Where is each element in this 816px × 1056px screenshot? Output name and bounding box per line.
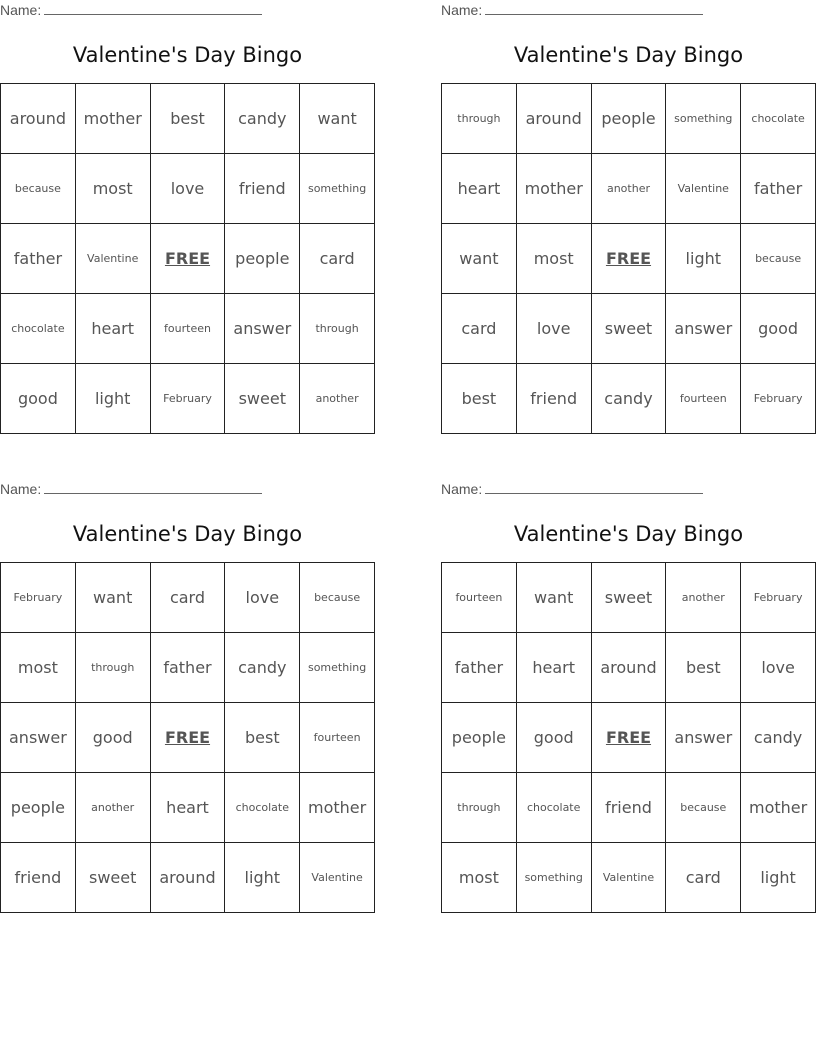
bingo-cell: because	[741, 224, 816, 294]
bingo-cell: want	[517, 563, 592, 633]
bingo-cell: fourteen	[151, 294, 226, 364]
bingo-cell: another	[300, 364, 375, 434]
bingo-cell: answer	[666, 294, 741, 364]
bingo-cell: friend	[592, 773, 667, 843]
bingo-cell: something	[300, 633, 375, 703]
bingo-cell: because	[1, 154, 76, 224]
bingo-cell: card	[151, 563, 226, 633]
bingo-cell: through	[300, 294, 375, 364]
bingo-cell: chocolate	[741, 84, 816, 154]
bingo-cell: want	[442, 224, 517, 294]
bingo-cell: people	[592, 84, 667, 154]
bingo-cell: love	[517, 294, 592, 364]
bingo-cell: sweet	[592, 294, 667, 364]
bingo-cell: most	[76, 154, 151, 224]
bingo-cell: want	[76, 563, 151, 633]
name-field	[0, 2, 262, 18]
bingo-cell: candy	[225, 84, 300, 154]
card-title: Valentine's Day Bingo	[72, 43, 303, 67]
bingo-grid	[0, 83, 375, 434]
free-space: FREE	[592, 703, 667, 773]
bingo-cell: heart	[517, 633, 592, 703]
bingo-cell: sweet	[76, 843, 151, 913]
bingo-cell: answer	[225, 294, 300, 364]
bingo-cell: card	[442, 294, 517, 364]
bingo-cell: best	[666, 633, 741, 703]
bingo-cell: through	[442, 773, 517, 843]
bingo-grid	[0, 562, 375, 913]
name-label: Name:	[0, 481, 42, 497]
free-space: FREE	[592, 224, 667, 294]
bingo-cell: February	[1, 563, 76, 633]
name-underline	[485, 481, 703, 494]
bingo-cell: heart	[442, 154, 517, 224]
bingo-grid	[441, 562, 816, 913]
name-field	[0, 481, 262, 497]
card-title: Valentine's Day Bingo	[513, 43, 744, 67]
bingo-cell: because	[666, 773, 741, 843]
bingo-cell: candy	[741, 703, 816, 773]
bingo-cell: card	[666, 843, 741, 913]
bingo-cell: most	[517, 224, 592, 294]
name-field	[441, 481, 703, 497]
bingo-cell: love	[741, 633, 816, 703]
bingo-cell: fourteen	[442, 563, 517, 633]
bingo-cell: mother	[76, 84, 151, 154]
bingo-cell: something	[666, 84, 741, 154]
bingo-cell: chocolate	[225, 773, 300, 843]
name-label: Name:	[441, 481, 483, 497]
bingo-cell: father	[442, 633, 517, 703]
bingo-cell: good	[1, 364, 76, 434]
bingo-cell: love	[151, 154, 226, 224]
bingo-cell: another	[76, 773, 151, 843]
bingo-cell: through	[76, 633, 151, 703]
name-underline	[44, 481, 262, 494]
bingo-cell: people	[442, 703, 517, 773]
bingo-cell: candy	[225, 633, 300, 703]
bingo-cell: father	[151, 633, 226, 703]
bingo-cell: light	[741, 843, 816, 913]
bingo-cell: heart	[151, 773, 226, 843]
bingo-cell: best	[442, 364, 517, 434]
bingo-cell: love	[225, 563, 300, 633]
bingo-cell: good	[517, 703, 592, 773]
bingo-cell: through	[442, 84, 517, 154]
bingo-cell: candy	[592, 364, 667, 434]
name-underline	[485, 2, 703, 15]
bingo-cell: friend	[517, 364, 592, 434]
bingo-cell: chocolate	[1, 294, 76, 364]
bingo-cell: around	[517, 84, 592, 154]
bingo-cell: Valentine	[76, 224, 151, 294]
name-label: Name:	[441, 2, 483, 18]
bingo-cell: light	[76, 364, 151, 434]
bingo-cell: father	[741, 154, 816, 224]
bingo-cell: most	[442, 843, 517, 913]
bingo-cell: Valentine	[666, 154, 741, 224]
name-label: Name:	[0, 2, 42, 18]
card-title: Valentine's Day Bingo	[513, 522, 744, 546]
bingo-cell: February	[741, 364, 816, 434]
bingo-cell: Valentine	[300, 843, 375, 913]
bingo-cell: fourteen	[300, 703, 375, 773]
bingo-cell: answer	[1, 703, 76, 773]
bingo-cell: something	[300, 154, 375, 224]
bingo-cell: another	[592, 154, 667, 224]
bingo-cell: people	[225, 224, 300, 294]
bingo-cell: heart	[76, 294, 151, 364]
bingo-cell: sweet	[592, 563, 667, 633]
bingo-cell: best	[225, 703, 300, 773]
bingo-cell: friend	[225, 154, 300, 224]
free-space: FREE	[151, 703, 226, 773]
bingo-cell: best	[151, 84, 226, 154]
bingo-cell: friend	[1, 843, 76, 913]
bingo-cell: February	[151, 364, 226, 434]
bingo-cell: around	[151, 843, 226, 913]
bingo-cell: chocolate	[517, 773, 592, 843]
bingo-cell: most	[1, 633, 76, 703]
bingo-cell: another	[666, 563, 741, 633]
bingo-cell: something	[517, 843, 592, 913]
bingo-cell: because	[300, 563, 375, 633]
bingo-cell: light	[225, 843, 300, 913]
bingo-cell: light	[666, 224, 741, 294]
bingo-grid	[441, 83, 816, 434]
bingo-cell: card	[300, 224, 375, 294]
bingo-cell: February	[741, 563, 816, 633]
name-field	[441, 2, 703, 18]
bingo-cell: sweet	[225, 364, 300, 434]
free-space: FREE	[151, 224, 226, 294]
bingo-cell: people	[1, 773, 76, 843]
bingo-cell: fourteen	[666, 364, 741, 434]
bingo-cell: good	[741, 294, 816, 364]
bingo-cell: mother	[741, 773, 816, 843]
name-underline	[44, 2, 262, 15]
bingo-cell: good	[76, 703, 151, 773]
bingo-cell: mother	[300, 773, 375, 843]
bingo-cell: answer	[666, 703, 741, 773]
bingo-cell: want	[300, 84, 375, 154]
bingo-cell: around	[1, 84, 76, 154]
bingo-cell: around	[592, 633, 667, 703]
bingo-cell: father	[1, 224, 76, 294]
bingo-cell: mother	[517, 154, 592, 224]
bingo-cell: Valentine	[592, 843, 667, 913]
card-title: Valentine's Day Bingo	[72, 522, 303, 546]
